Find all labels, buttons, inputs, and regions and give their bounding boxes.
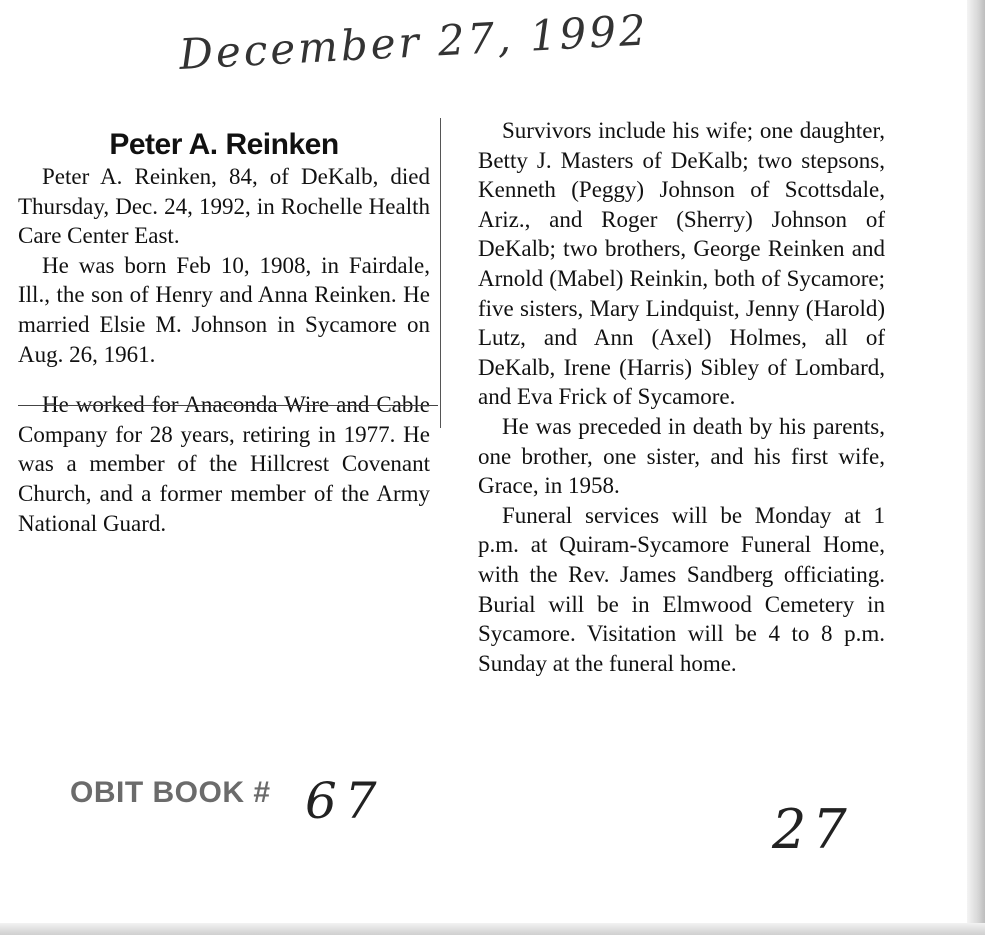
obituary-paragraph-services: Funeral services will be Monday at 1 p.m. at Quiram-Sycamore Funeral Home, with the Rev. James Sandberg officiating. Burial will be in Elmwood Cemetery in Sycamore. Visitation will be 4 to 8 p.m. Sunday at the funeral home. — [478, 502, 885, 676]
column-divider — [440, 118, 441, 428]
scan-edge-right — [967, 0, 985, 935]
obituary-paragraph-preceded: He was preceded in death by his parents, one brother, one sister, and his first wife, Grace, in 1958. — [478, 413, 885, 499]
obit-book-stamp: OBIT BOOK # — [70, 776, 271, 809]
obituary-paragraph-survivors: Survivors include his wife; one daughter, Betty J. Masters of DeKalb; two stepsons, Kenneth (Peggy) Johnson of Scottsdale, Ariz., and Roger (Sherry) Johnson of DeKalb; two brothers, George Reinken and Arnold (Mabel) Reinkin, both of Sycamore; five sisters, Mary Lindquist, Jenny (Harold) Lutz, and Ann (Axel) Holmes, all of DeKalb, Irene (Harris) Sibley of Lombard, and Eva Frick of Sycamore. — [478, 118, 885, 410]
handwritten-page-number: 27 — [772, 798, 853, 861]
obituary-left-column — [18, 124, 430, 538]
obituary-paragraph-death: Peter A. Reinken, 84, of DeKalb, died Thursday, Dec. 24, 1992, in Rochelle Health Care Center East. — [18, 164, 430, 249]
handwritten-book-number: 67 — [305, 772, 385, 830]
scan-edge-bottom — [0, 923, 985, 935]
obituary-headline: Peter A. Reinken — [109, 128, 339, 161]
obituary-right-column — [478, 116, 885, 678]
obituary-paragraph-birth: He was born Feb 10, 1908, in Fairdale, Ill., the son of Henry and Anna Reinken. He married Elsie M. Johnson in Sycamore on Aug. 26, 1961. — [18, 252, 430, 367]
handwritten-date: December 27, 1992 — [178, 5, 650, 79]
section-separator — [18, 405, 438, 406]
obituary-paragraph-career: He worked for Anaconda Wire and Cable Company for 28 years, retiring in 1977. He was a member of the Hillcrest Covenant Church, and a former member of the Army National Guard. — [18, 392, 430, 536]
